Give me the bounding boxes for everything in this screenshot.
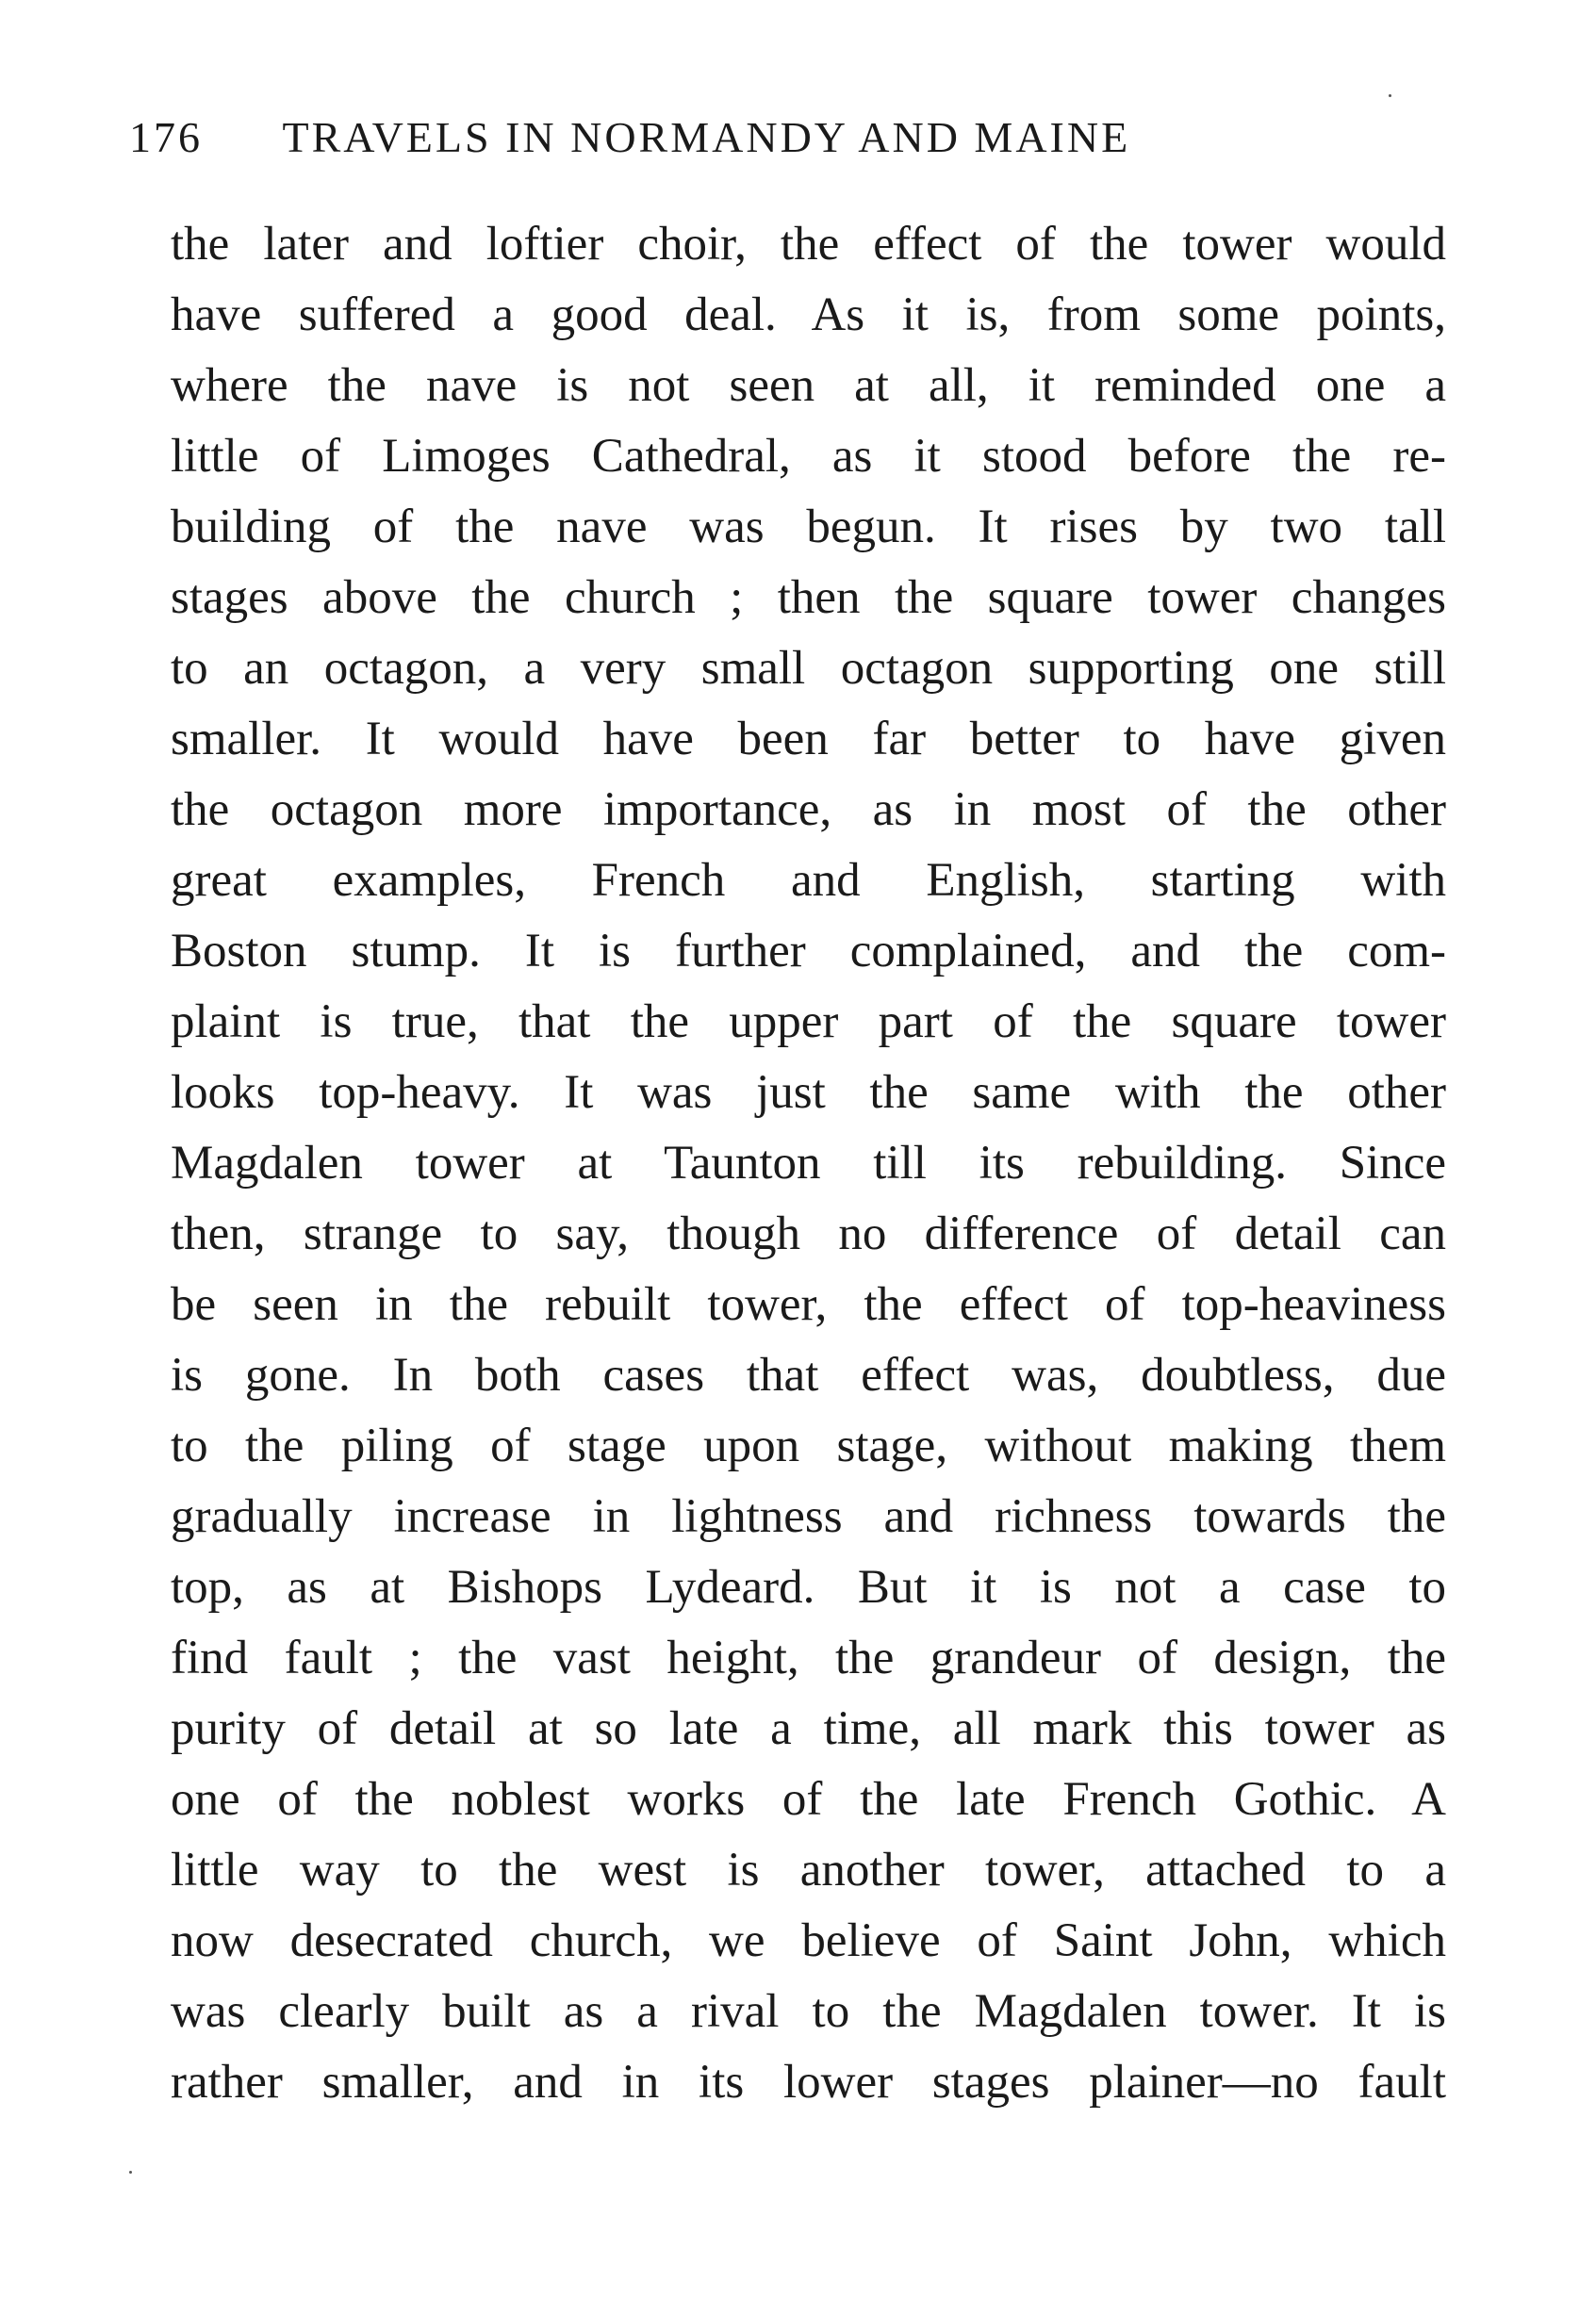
text-line: building of the nave was begun. It rises by two tall <box>171 501 1446 553</box>
text-line: purity of detail at so late a time, all mark this tower as <box>171 1702 1446 1755</box>
text-line: looks top-heavy. It was just the same with the other <box>171 1066 1446 1119</box>
running-title: TRAVELS IN NORMANDY AND MAINE <box>282 113 1131 161</box>
text-line: to the piling of stage upon stage, without making them <box>171 1420 1446 1472</box>
text-line: great examples, French and English, starting with <box>171 854 1446 907</box>
text-line: where the nave is not seen at all, it reminded one a <box>171 359 1446 412</box>
text-line: Magdalen tower at Taunton till its rebuilding. Since <box>171 1137 1446 1190</box>
text-line: now desecrated church, we believe of Saint John, which <box>171 1914 1446 1967</box>
text-line: the later and loftier choir, the effect of the tower would <box>171 218 1446 271</box>
text-line: plaint is true, that the upper part of the square tower <box>171 995 1446 1048</box>
text-line: smaller. It would have been far better to have given <box>171 713 1446 765</box>
text-line: rather smaller, and in its lower stages plainer—no fault <box>171 2056 1446 2109</box>
text-line: top, as at Bishops Lydeard. But it is not a case to <box>171 1561 1446 1614</box>
text-line: to an octagon, a very small octagon supporting one still <box>171 642 1446 695</box>
text-line: be seen in the rebuilt tower, the effect of top-heaviness <box>171 1278 1446 1331</box>
running-head <box>129 109 1430 166</box>
text-line: little of Limoges Cathedral, as it stood before the re- <box>171 430 1446 483</box>
text-line: gradually increase in lightness and richness towards the <box>171 1490 1446 1543</box>
body-text <box>171 209 1446 2118</box>
text-line: stages above the church ; then the square tower changes <box>171 571 1446 624</box>
text-line: one of the noblest works of the late French Gothic. A <box>171 1773 1446 1826</box>
text-line: have suffered a good deal. As it is, from some points, <box>171 288 1446 341</box>
page-number: 176 <box>129 113 203 161</box>
text-line: the octagon more importance, as in most of the other <box>171 783 1446 836</box>
text-line: find fault ; the vast height, the grandeur of design, the <box>171 1632 1446 1684</box>
text-line: is gone. In both cases that effect was, doubtless, due <box>171 1349 1446 1402</box>
text-line: was clearly built as a rival to the Magdalen tower. It is <box>171 1985 1446 2038</box>
text-line: then, strange to say, though no difference of detail can <box>171 1207 1446 1260</box>
text-line: Boston stump. It is further complained, and the com- <box>171 925 1446 977</box>
paper-speck <box>1389 94 1391 97</box>
paper-speck <box>129 2171 132 2174</box>
text-line: little way to the west is another tower, attached to a <box>171 1844 1446 1897</box>
